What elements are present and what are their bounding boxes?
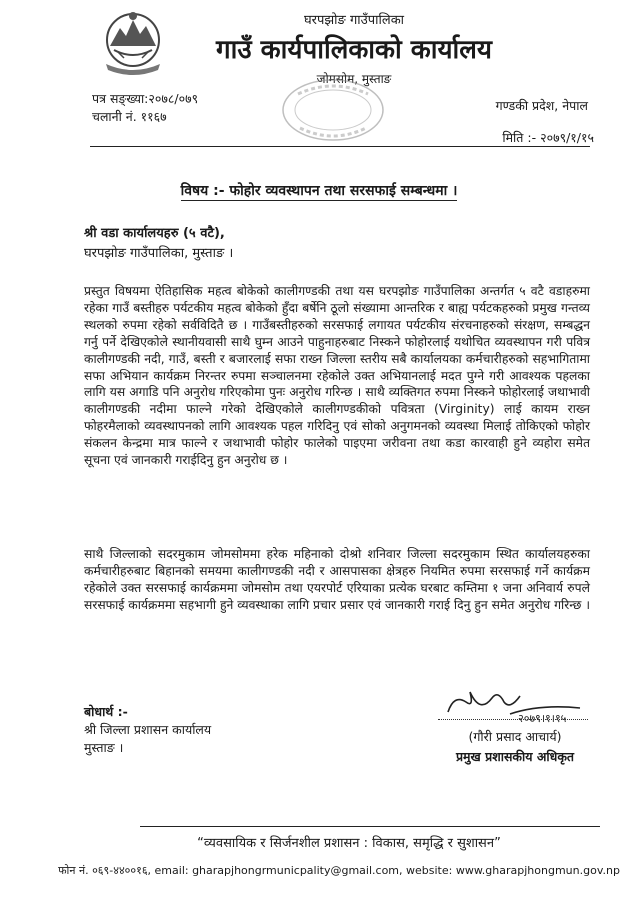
signature-dotted-line bbox=[438, 719, 588, 720]
dispatch-number: चलानी नं. ११६७ bbox=[92, 109, 167, 124]
addressee-line1: श्री वडा कार्यालयहरु (५ वटै), bbox=[84, 226, 225, 241]
footer-divider bbox=[140, 826, 600, 827]
signer-title: प्रमुख प्रशासकीय अधिकृत bbox=[455, 749, 575, 764]
reference-number: पत्र सङ्ख्या:२०७८/०७९ bbox=[92, 91, 199, 106]
signer-name: (गौरी प्रसाद आचार्य) bbox=[468, 729, 562, 744]
addressee-line2: घरपझोङ गाउँपालिका, मुस्ताङ । bbox=[84, 246, 234, 261]
subject-text: विषय :- फोहोर व्यवस्थापन तथा सरसफाई सम्बन्धमा । bbox=[180, 183, 458, 199]
addressee-block bbox=[84, 224, 233, 264]
municipality-name: घरपझोङ गाउँपालिका bbox=[303, 13, 405, 28]
office-stamp-icon bbox=[278, 74, 388, 146]
handwritten-date: २०७९।१।१५ bbox=[518, 712, 567, 724]
footer-motto: “व्यवसायिक र सिर्जनशील प्रशासन : विकास, समृद्धि र सुशासन” bbox=[197, 836, 501, 851]
cc-block bbox=[84, 703, 211, 757]
signer-block bbox=[430, 727, 600, 767]
office-name: गाउँ कार्यपालिकाको कार्यालय bbox=[216, 35, 492, 65]
footer-contact: फोन नं. ०६९-४४००१६, email: gharapjhongrmunicpality@gmail.com, website: www.gharapjhongmun.gov.np bbox=[58, 864, 620, 877]
header-divider bbox=[90, 146, 590, 147]
subject-line bbox=[0, 181, 638, 200]
office-address: जोमसोम, मुस्ताङ bbox=[316, 72, 392, 86]
province-label: गण्डकी प्रदेश, नेपाल bbox=[495, 98, 588, 113]
letter-date: मिति :- २०७९/१/१५ bbox=[502, 130, 594, 145]
body-paragraph-2: साथै जिल्लाको सदरमुकाम जोमसोममा हरेक महिनाको दोश्रो शनिवार जिल्ला सदरमुकाम स्थित कार्यालयहरुका कर्मचारीहरुबाट बिहानको समयमा कालीगण्डकी नदी र आसपासका क्षेत्रहरु नियमित रुपमा सरसफाई गर्ने कार्यक्रम रहेकोले उक्त सरसफाई कार्यक्रममा जोमसोम तथा एयरपोर्ट एरियाका प्रत्येक घरबाट कम्तिमा १ जना अनिवार्य रुपले सरसफाई कार्यक्रममा सहभागी हुने व्यवस्थाका लागि प्रचार प्रसार एवं जानकारी गराई दिनु हुन समेत अनुरोध गरिन्छ । bbox=[84, 547, 590, 612]
cc-line2: मुस्ताङ । bbox=[84, 740, 124, 755]
cc-label: बोधार्थ :- bbox=[84, 704, 128, 719]
cc-line1: श्री जिल्ला प्रशासन कार्यालय bbox=[84, 722, 212, 737]
handwritten-signature-icon bbox=[440, 684, 590, 724]
body-paragraph-1: प्रस्तुत विषयमा ऐतिहासिक महत्व बोकेको कालीगण्डकी तथा यस घरपझोङ गाउँपालिका अन्तर्गत ५ वटै वडाहरुमा रहेका गाउँ बस्तीहरु पर्यटकीय महत्व बोकेको हुँदा बर्षेनि ठूलो संख्यामा आन्तरिक र बाह्य पर्यटकहरुको प्रमुख गन्तव्य स्थलको रुपमा रहेको सर्वविदितै छ । गाउँबस्तीहरुको सरसफाई लगायत पर्यटकीय संरचनाहरुको संरक्षण, सम्बद्धन गर्नु पर्ने देखिएकोले स्थानीयवासी साथै घुम्न आउने पाहुनाहरुबाट निस्कने फोहोरलाई यथोचित व्यवस्थापन गरी पवित्र कालीगण्डकी नदी, गाउँ, बस्ती र बजारलाई सफा राख्न जिल्ला स्तरीय सबै कार्यालयका कर्मचारीहरुको सहभागितामा सफा अभियान कार्यक्रम निरन्तर रुपमा सञ्चालनमा रहेकोले उक्त अभियानलाई मदत पुग्ने गरी आवश्यक पहलका लागि यस अगाडि पनि अनुरोध गरिएकोमा पुनः अनुरोध गरिन्छ । साथै व्यक्तिगत रुपमा निस्कने फोहोरलाई जथाभावी कालीगण्डकी नदीमा फाल्ने गरेको देखिएकोले कालीगण्डकीको पवित्रता (Virginity) लाई कायम राख्न फोहरमैलाको व्यवस्थापनको लागि आवश्यक पहल गरिदिनु एवं सोको अनुगमनको व्यवस्था मिलाई तोकिएको फोहोर संकलन केन्द्रमा मात्र फाल्ने र जथाभावी फोहोर फालेको पाइएमा जरीवना तथा कडा कारवाही हुने व्यहोरा समेत सूचना एवं जानकारी गराईदिनु हुन अनुरोध छ । bbox=[84, 284, 590, 468]
